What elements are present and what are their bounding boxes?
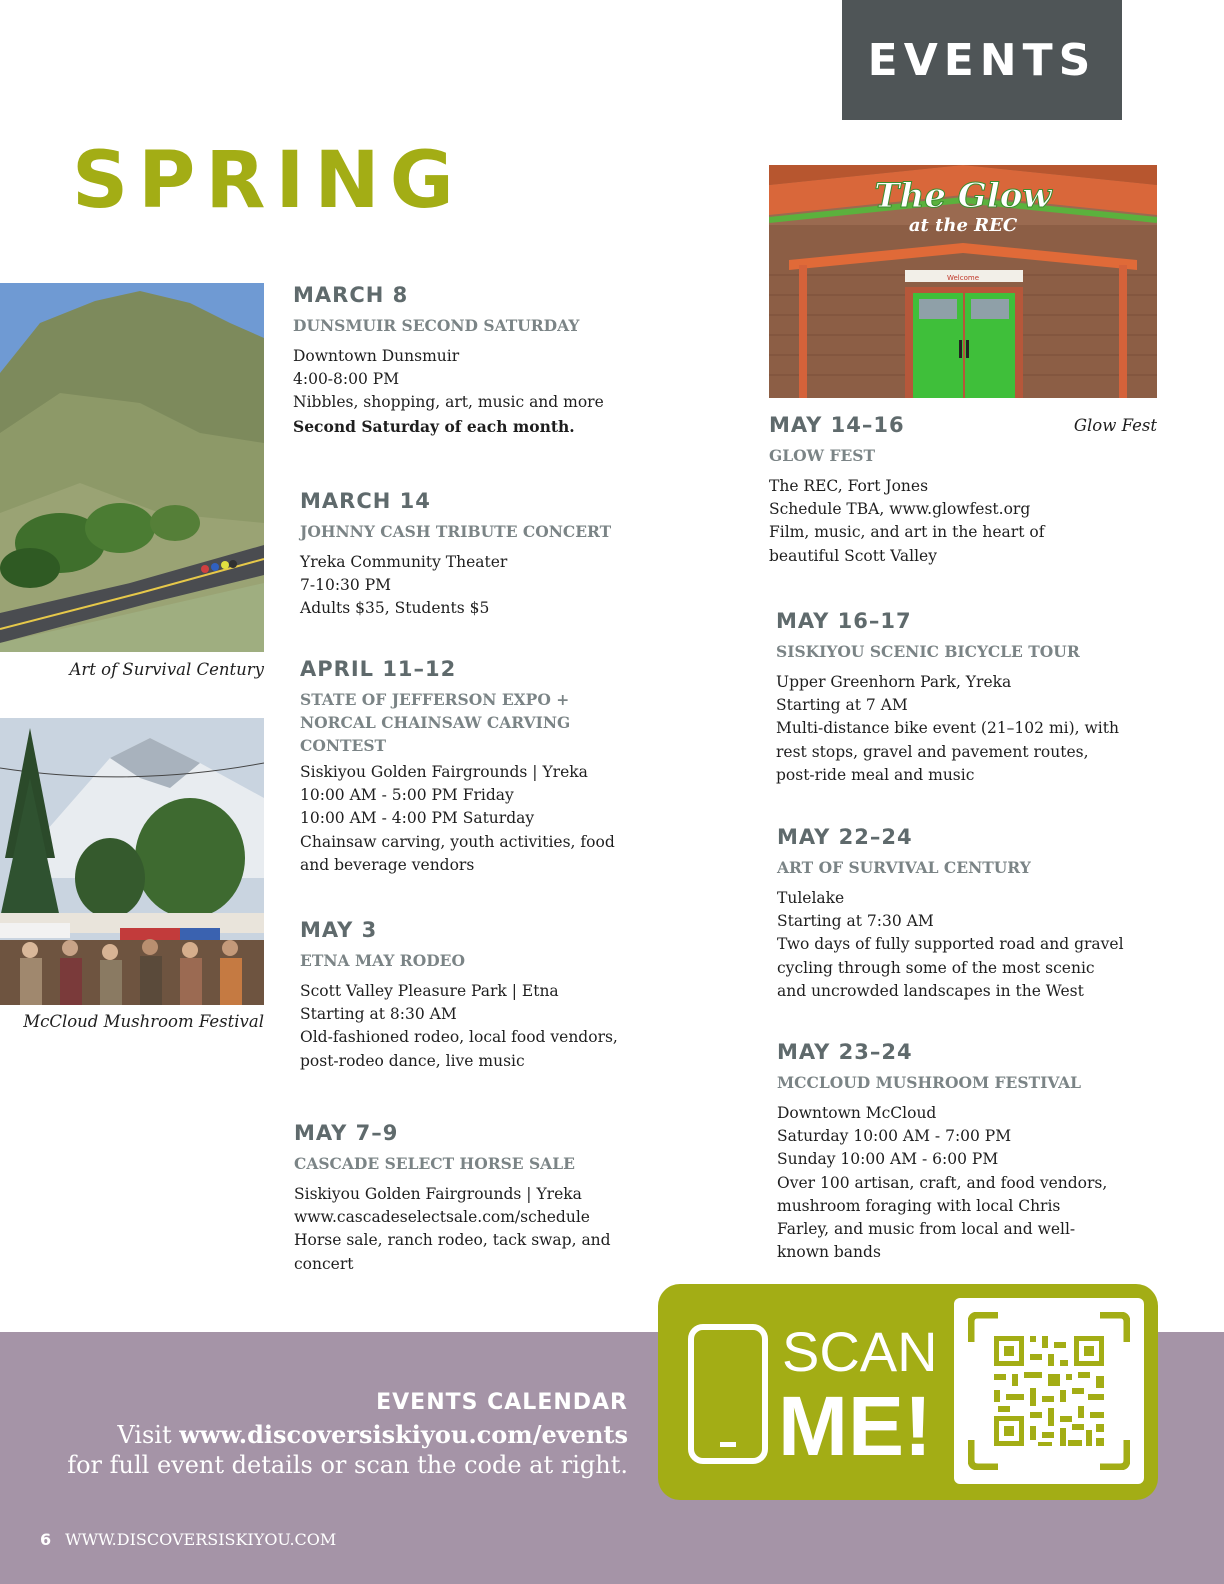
events-calendar-text — [67, 1420, 628, 1480]
event-detail: rest stops, gravel and pavement routes, — [776, 742, 1089, 761]
event-name-line: STATE OF JEFFERSON EXPO + — [300, 690, 570, 709]
event-detail: Chainsaw carving, youth activities, food — [300, 832, 615, 851]
event-detail: Saturday 10:00 AM - 7:00 PM — [777, 1127, 1012, 1146]
photo-glow-fest — [769, 165, 1157, 398]
glow-welcome-sign: Welcome — [946, 274, 980, 282]
event-date: MAY 23–24 — [777, 1040, 913, 1064]
section-tab — [842, 0, 1122, 120]
glow-fest-image — [769, 165, 1157, 398]
event-detail: Multi-distance bike event (21–102 mi), with — [776, 719, 1119, 738]
event-date: MAY 7–9 — [294, 1121, 399, 1145]
event-detail: The REC, Fort Jones — [769, 477, 929, 495]
event-detail: Sunday 10:00 AM - 6:00 PM — [777, 1150, 999, 1169]
event-name-line: NORCAL CHAINSAW CARVING — [300, 713, 571, 732]
event-date: MAY 14–16 — [769, 413, 905, 437]
event-detail: Nibbles, shopping, art, music and more — [293, 393, 604, 412]
event-date: MARCH 14 — [300, 489, 431, 513]
scan-me-card — [658, 1284, 1158, 1500]
event-detail: Siskiyou Golden Fairgrounds | Yreka — [294, 1185, 582, 1203]
event-detail: cycling through some of the most scenic — [777, 958, 1095, 977]
event-detail: Film, music, and art in the heart of — [769, 523, 1045, 542]
event-may-14-16 — [769, 412, 1129, 568]
event-detail: Downtown Dunsmuir — [293, 347, 460, 365]
event-detail: and uncrowded landscapes in the West — [777, 981, 1084, 1000]
event-detail: Yreka Community Theater — [300, 553, 508, 571]
event-name: JOHNNY CASH TRIBUTE CONCERT — [300, 522, 612, 541]
me-word: ME! — [778, 1379, 932, 1473]
events-calendar-title: EVENTS CALENDAR — [376, 1390, 628, 1415]
event-may-7-9 — [294, 1120, 624, 1276]
footer-site: WWW.DISCOVERSISKIYOU.COM — [65, 1530, 337, 1549]
event-detail: Horse sale, ranch rodeo, tack swap, and — [294, 1231, 611, 1250]
event-may-22-24 — [777, 824, 1137, 1003]
event-detail: Starting at 8:30 AM — [300, 1005, 457, 1024]
event-detail: mushroom foraging with local Chris — [777, 1196, 1061, 1215]
glow-sign-title: The Glow — [874, 176, 1052, 216]
qr-code-icon — [968, 1312, 1130, 1470]
page-footer — [40, 1530, 336, 1549]
event-date: APRIL 11–12 — [300, 657, 457, 681]
event-may-16-17 — [776, 608, 1136, 787]
event-detail: 10:00 AM - 5:00 PM Friday — [300, 786, 514, 805]
photo-caption-cycling: Art of Survival Century — [69, 660, 264, 679]
event-name: ART OF SURVIVAL CENTURY — [777, 858, 1031, 877]
glow-sign-subtitle: at the REC — [908, 215, 1018, 236]
event-detail: Schedule TBA, www.glowfest.org — [769, 500, 1031, 519]
event-detail: Siskiyou Golden Fairgrounds | Yreka — [300, 763, 588, 781]
event-date: MAY 22–24 — [777, 825, 913, 849]
event-detail-note: Second Saturday of each month. — [293, 416, 575, 436]
photo-mushroom-festival — [0, 718, 264, 1005]
qr-code-frame[interactable] — [954, 1298, 1144, 1484]
photo-cycling-road — [0, 283, 264, 652]
event-detail: 10:00 AM - 4:00 PM Saturday — [300, 809, 535, 828]
event-detail: Downtown McCloud — [777, 1104, 937, 1122]
scan-word: SCAN — [782, 1320, 938, 1383]
event-detail: Old-fashioned rodeo, local food vendors, — [300, 1028, 618, 1047]
cycling-road-image — [0, 283, 264, 652]
event-date: MAY 3 — [300, 918, 378, 942]
photo-caption-glow: Glow Fest — [1073, 416, 1157, 435]
event-detail: 7-10:30 PM — [300, 576, 391, 595]
season-title: SPRING — [72, 136, 464, 226]
event-detail: Two days of fully supported road and gravel — [777, 935, 1124, 954]
event-date: MARCH 8 — [293, 283, 409, 307]
smartphone-icon — [688, 1324, 768, 1464]
event-detail: post-ride meal and music — [776, 765, 975, 784]
calendar-instructions: for full event details or scan the code at right. — [67, 1451, 628, 1479]
event-detail: Tulelake — [777, 889, 845, 907]
event-detail: Over 100 artisan, craft, and food vendors, — [777, 1173, 1108, 1192]
event-detail: Scott Valley Pleasure Park | Etna — [300, 982, 559, 1000]
event-detail: and beverage vendors — [300, 855, 475, 874]
event-detail: Upper Greenhorn Park, Yreka — [776, 673, 1012, 691]
event-name: MCCLOUD MUSHROOM FESTIVAL — [777, 1073, 1082, 1092]
event-name — [300, 688, 630, 757]
section-tab-label: EVENTS — [867, 34, 1097, 86]
mushroom-festival-image — [0, 718, 264, 1005]
event-may-23-24 — [777, 1039, 1137, 1264]
page-number: 6 — [40, 1530, 52, 1549]
calendar-visit-prefix: Visit — [117, 1421, 180, 1449]
event-may-3 — [300, 917, 630, 1073]
event-name: CASCADE SELECT HORSE SALE — [294, 1154, 575, 1173]
event-detail: Adults $35, Students $5 — [300, 599, 490, 618]
event-detail: known bands — [777, 1243, 881, 1262]
event-detail: 4:00-8:00 PM — [293, 370, 400, 389]
event-april-11-12 — [300, 656, 630, 877]
event-detail: concert — [294, 1254, 354, 1273]
event-march-8 — [293, 282, 623, 438]
event-name: ETNA MAY RODEO — [300, 951, 465, 970]
event-detail: www.cascadeselectsale.com/schedule — [294, 1208, 590, 1227]
event-name: GLOW FEST — [769, 446, 875, 465]
event-detail: post-rodeo dance, live music — [300, 1051, 525, 1070]
event-name: DUNSMUIR SECOND SATURDAY — [293, 316, 580, 335]
event-name-line: CONTEST — [300, 736, 387, 755]
event-date: MAY 16–17 — [776, 609, 912, 633]
event-detail: Starting at 7 AM — [776, 696, 908, 715]
event-name: SISKIYOU SCENIC BICYCLE TOUR — [776, 642, 1080, 661]
photo-caption-mushroom: McCloud Mushroom Festival — [23, 1012, 264, 1031]
calendar-url-link[interactable]: www.discoversiskiyou.com/events — [179, 1420, 628, 1449]
event-detail: beautiful Scott Valley — [769, 546, 937, 565]
event-march-14 — [300, 488, 630, 621]
event-detail: Farley, and music from local and well- — [777, 1220, 1076, 1239]
event-detail: Starting at 7:30 AM — [777, 912, 934, 931]
